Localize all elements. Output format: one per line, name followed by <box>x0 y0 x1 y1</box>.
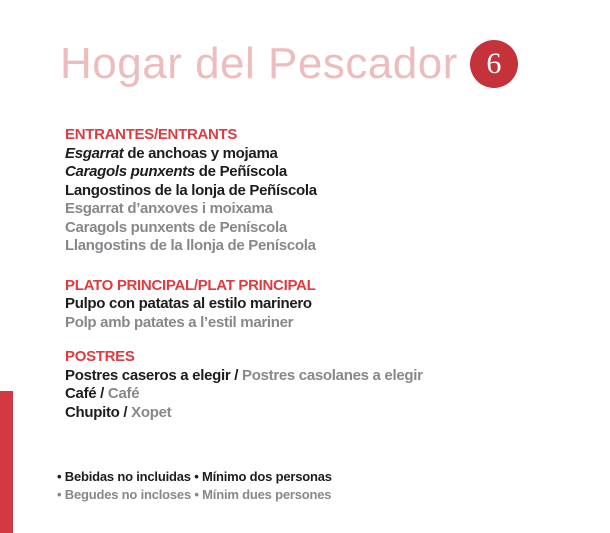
dish-text-ca: Xopet <box>131 403 172 421</box>
red-accent-bar <box>0 391 13 533</box>
section-heading-starters: ENTRANTES/ENTRANTS <box>65 126 238 143</box>
menu-item-translation: Llangostins de la llonja de Peníscola <box>65 237 316 254</box>
dish-name-italic: Esgarrat <box>65 144 124 162</box>
language-separator: / <box>119 403 132 421</box>
section-heading-desserts: POSTRES <box>65 348 135 365</box>
menu-item: Langostinos de la lonja de Peñíscola <box>65 181 317 199</box>
dish-text-ca: Postres casolanes a elegir <box>242 366 423 384</box>
menu-number: 6 <box>486 47 502 80</box>
menu-item-translation: Caragols punxents de Peníscola <box>65 218 287 236</box>
section-starters <box>65 126 423 256</box>
menu-body <box>65 126 423 422</box>
dish-name-italic: Caragols punxents <box>65 163 195 180</box>
menu-item <box>65 145 423 164</box>
footer-note-es: • Bebidas no incluidas • Mínimo dos personas <box>57 469 332 484</box>
dish-text: de Peñíscola <box>194 163 287 180</box>
restaurant-name: Hogar del Pescador <box>60 39 458 88</box>
dish-text-es: Postres caseros a elegir <box>65 366 231 384</box>
language-separator: / <box>230 366 243 384</box>
dish-text-ca: Café <box>107 385 140 402</box>
section-main-course <box>65 277 423 333</box>
dish-text-es: Chupito <box>65 403 120 421</box>
language-separator: / <box>96 385 108 402</box>
page-header <box>60 40 518 88</box>
menu-item-translation: Esgarrat d’anxoves i moixama <box>65 200 273 217</box>
menu-item-bilingual <box>65 367 423 386</box>
menu-item: Pulpo con patatas al estilo marinero <box>65 295 312 312</box>
footer-notes <box>57 468 332 503</box>
dish-text-es: Café <box>65 385 97 402</box>
section-heading-main: PLATO PRINCIPAL/PLAT PRINCIPAL <box>65 276 316 294</box>
menu-item-translation: Polp amb patates a l’estil mariner <box>65 313 294 331</box>
section-desserts <box>65 348 423 422</box>
dish-text: de anchoas y mojama <box>123 144 278 162</box>
menu-item <box>65 163 423 182</box>
menu-item-bilingual <box>65 404 423 423</box>
footer-note-ca: • Begudes no incloses • Mínim dues persones <box>57 486 332 502</box>
menu-item-bilingual <box>65 385 423 404</box>
menu-number-badge <box>470 40 518 88</box>
